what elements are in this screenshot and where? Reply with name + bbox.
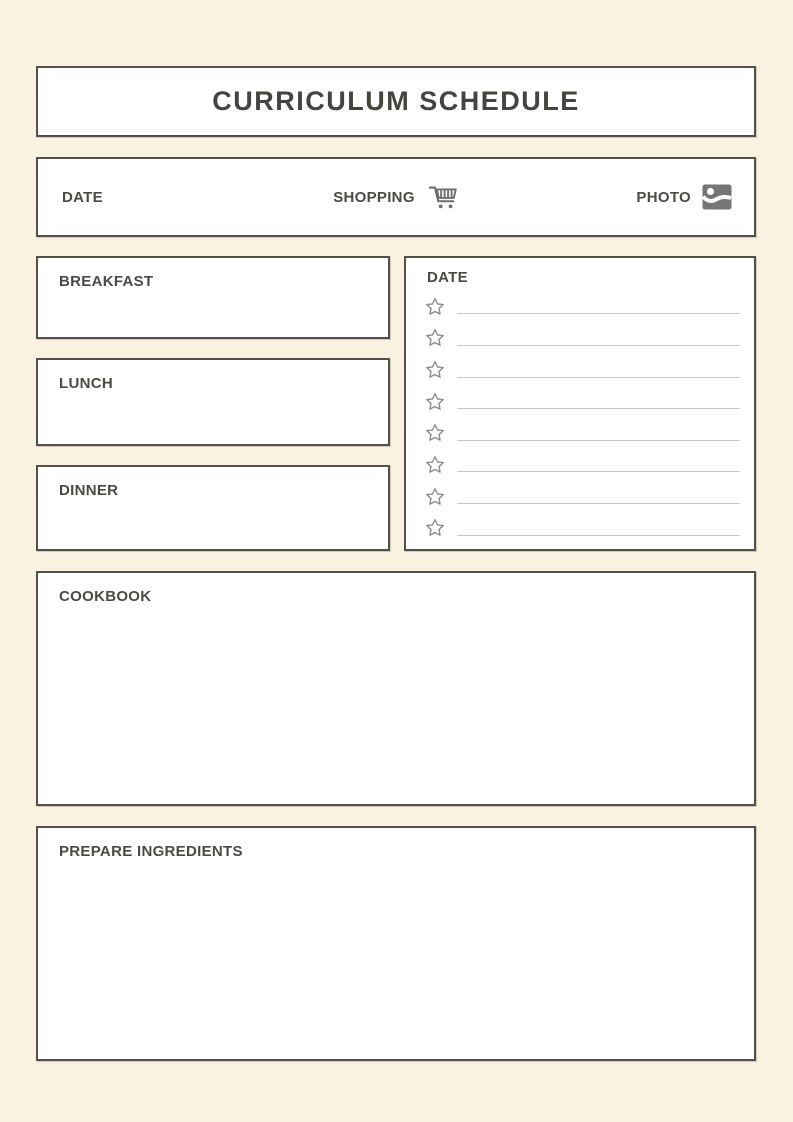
write-in-line [457,503,740,504]
date-list-rows [424,291,740,544]
write-in-line [457,408,740,409]
photo-group [636,184,732,210]
write-in-line [457,345,740,346]
date-list-row [424,291,740,323]
info-row [36,157,756,237]
write-in-line [457,471,740,472]
date-list-row [424,481,740,513]
photo-icon [702,184,732,210]
date-list-row [424,386,740,418]
shopping-cart-icon [427,182,459,212]
dinner-box [36,465,390,551]
cookbook-box [36,571,756,806]
page-title: CURRICULUM SCHEDULE [212,86,580,116]
shopping-label: SHOPPING [333,188,415,206]
star-outline-icon [424,296,446,318]
title-box [36,66,756,137]
date-list-row [424,354,740,386]
photo-label: PHOTO [636,188,691,206]
write-in-line [457,535,740,536]
write-in-line [457,440,740,441]
breakfast-box [36,256,390,339]
write-in-line [457,313,740,314]
write-in-line [457,377,740,378]
date-list-row [424,449,740,481]
prepare-ingredients-label: PREPARE INGREDIENTS [59,843,243,860]
breakfast-label: BREAKFAST [59,273,154,290]
lunch-label: LUNCH [59,375,113,392]
star-outline-icon [424,391,446,413]
date-label: DATE [62,188,103,206]
star-outline-icon [424,486,446,508]
date-list-row [424,512,740,544]
date-list-box [404,256,756,551]
cookbook-label: COOKBOOK [59,588,152,605]
lunch-box [36,358,390,446]
prepare-ingredients-box [36,826,756,1061]
star-outline-icon [424,327,446,349]
star-outline-icon [424,422,446,444]
date-list-row [424,323,740,355]
star-outline-icon [424,454,446,476]
date-list-heading: DATE [427,269,468,286]
date-list-row [424,418,740,450]
star-outline-icon [424,517,446,539]
dinner-label: DINNER [59,482,119,499]
star-outline-icon [424,359,446,381]
